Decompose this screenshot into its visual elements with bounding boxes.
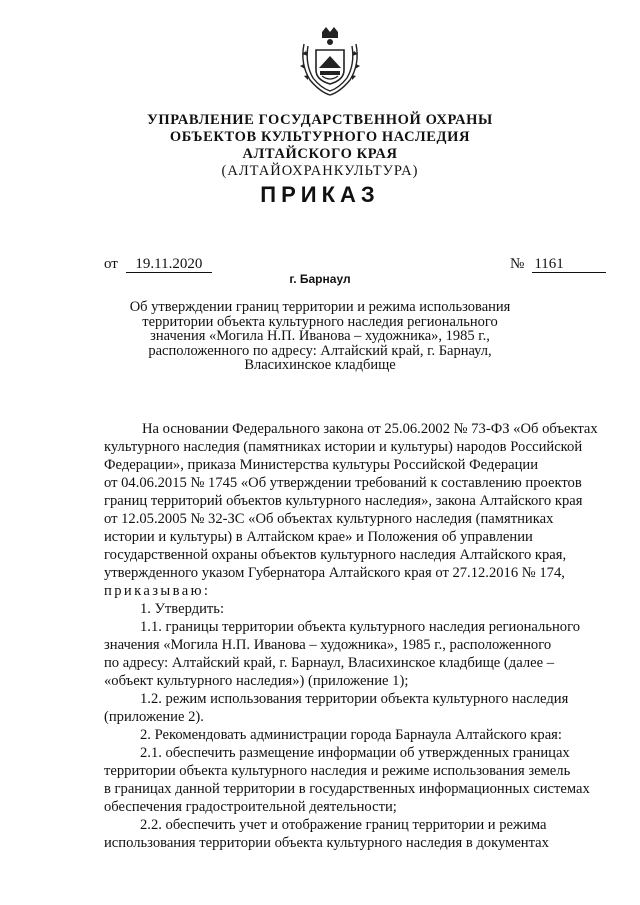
body-line: от 04.06.2015 № 1745 «Об утверждении требований к составлению проектов [104,475,582,491]
document-body [104,420,610,852]
subject-line: Власихинское кладбище [244,357,396,373]
body-line: 2.1. обеспечить размещение информации об утвержденных границах [140,745,570,761]
subject-line: значения «Могила Н.П. Иванова – художника», 1985 г., [150,328,490,344]
body-line: государственной охраны объектов культурного наследия Алтайского края, [104,547,567,563]
date-field [104,256,212,273]
body-line: 1.2. режим использования территории объекта культурного наследия [140,691,569,707]
subject-line: Об утверждении границ территории и режима использования [129,299,511,315]
org-line: АЛТАЙСКОГО КРАЯ [242,146,398,162]
city-name: г. Барнаул [289,272,351,286]
body-line: по адресу: Алтайский край, г. Барнаул, Власихинское кладбище (далее – [104,655,555,671]
body-line: использования территории объекта культурного наследия в документах [104,835,549,851]
number-field [510,256,606,273]
body-line: На основании Федерального закона от 25.06.2002 № 73-ФЗ «Об объектах [142,421,598,437]
body-line: в границах данной территории в государственных информационных системах [104,781,590,797]
number-value: 1161 [532,257,606,273]
body-line: от 12.05.2005 № 32-ЗС «Об объектах культурного наследия (памятниках [104,511,554,527]
body-line: границ территорий объектов культурного наследия», закона Алтайского края [104,493,583,509]
date-label: от [104,256,118,272]
body-line: культурного наследия (памятниках истории и культуры) народов Российской [104,439,583,455]
document-type-title: ПРИКАЗ [260,182,380,207]
subject-line: территории объекта культурного наследия регионального [142,313,498,330]
body-line: 2.2. обеспечить учет и отображение границ территории и режима [140,817,547,833]
body-line: Федерации», приказа Министерства культуры Российской Федерации [104,457,539,473]
body-line: обеспечения градостроительной деятельности; [104,799,397,815]
organization-name [0,112,640,180]
document-subject [0,300,640,373]
coat-of-arms-emblem [296,24,364,98]
body-line: приказываю: [104,583,211,599]
body-line: 1.1. границы территории объекта культурного наследия регионального [140,619,580,635]
org-line: УПРАВЛЕНИЕ ГОСУДАРСТВЕННОЙ ОХРАНЫ [147,112,493,128]
body-line: 2. Рекомендовать администрации города Барнаула Алтайского края: [140,727,562,743]
body-line: значения «Могила Н.П. Иванова – художника», 1985 г., расположенного [104,637,552,653]
body-line: истории и культуры) в Алтайском крае» и Положения об управлении [104,529,533,545]
body-line: «объект культурного наследия») (приложение 1); [104,673,409,689]
org-line: ОБЪЕКТОВ КУЛЬТУРНОГО НАСЛЕДИЯ [169,129,471,145]
body-line: утвержденного указом Губернатора Алтайского края от 27.12.2016 № 174, [104,565,565,581]
org-short-name: (АЛТАЙОХРАНКУЛЬТУРА) [221,163,419,179]
subject-line: расположенного по адресу: Алтайский край, г. Барнаул, [148,342,492,359]
date-value: 19.11.2020 [126,257,212,273]
number-label: № [510,256,525,272]
body-line: территории объекта культурного наследия и режиме использования земель [104,763,571,779]
body-line: (приложение 2). [104,709,204,725]
body-line: 1. Утвердить: [140,601,225,617]
